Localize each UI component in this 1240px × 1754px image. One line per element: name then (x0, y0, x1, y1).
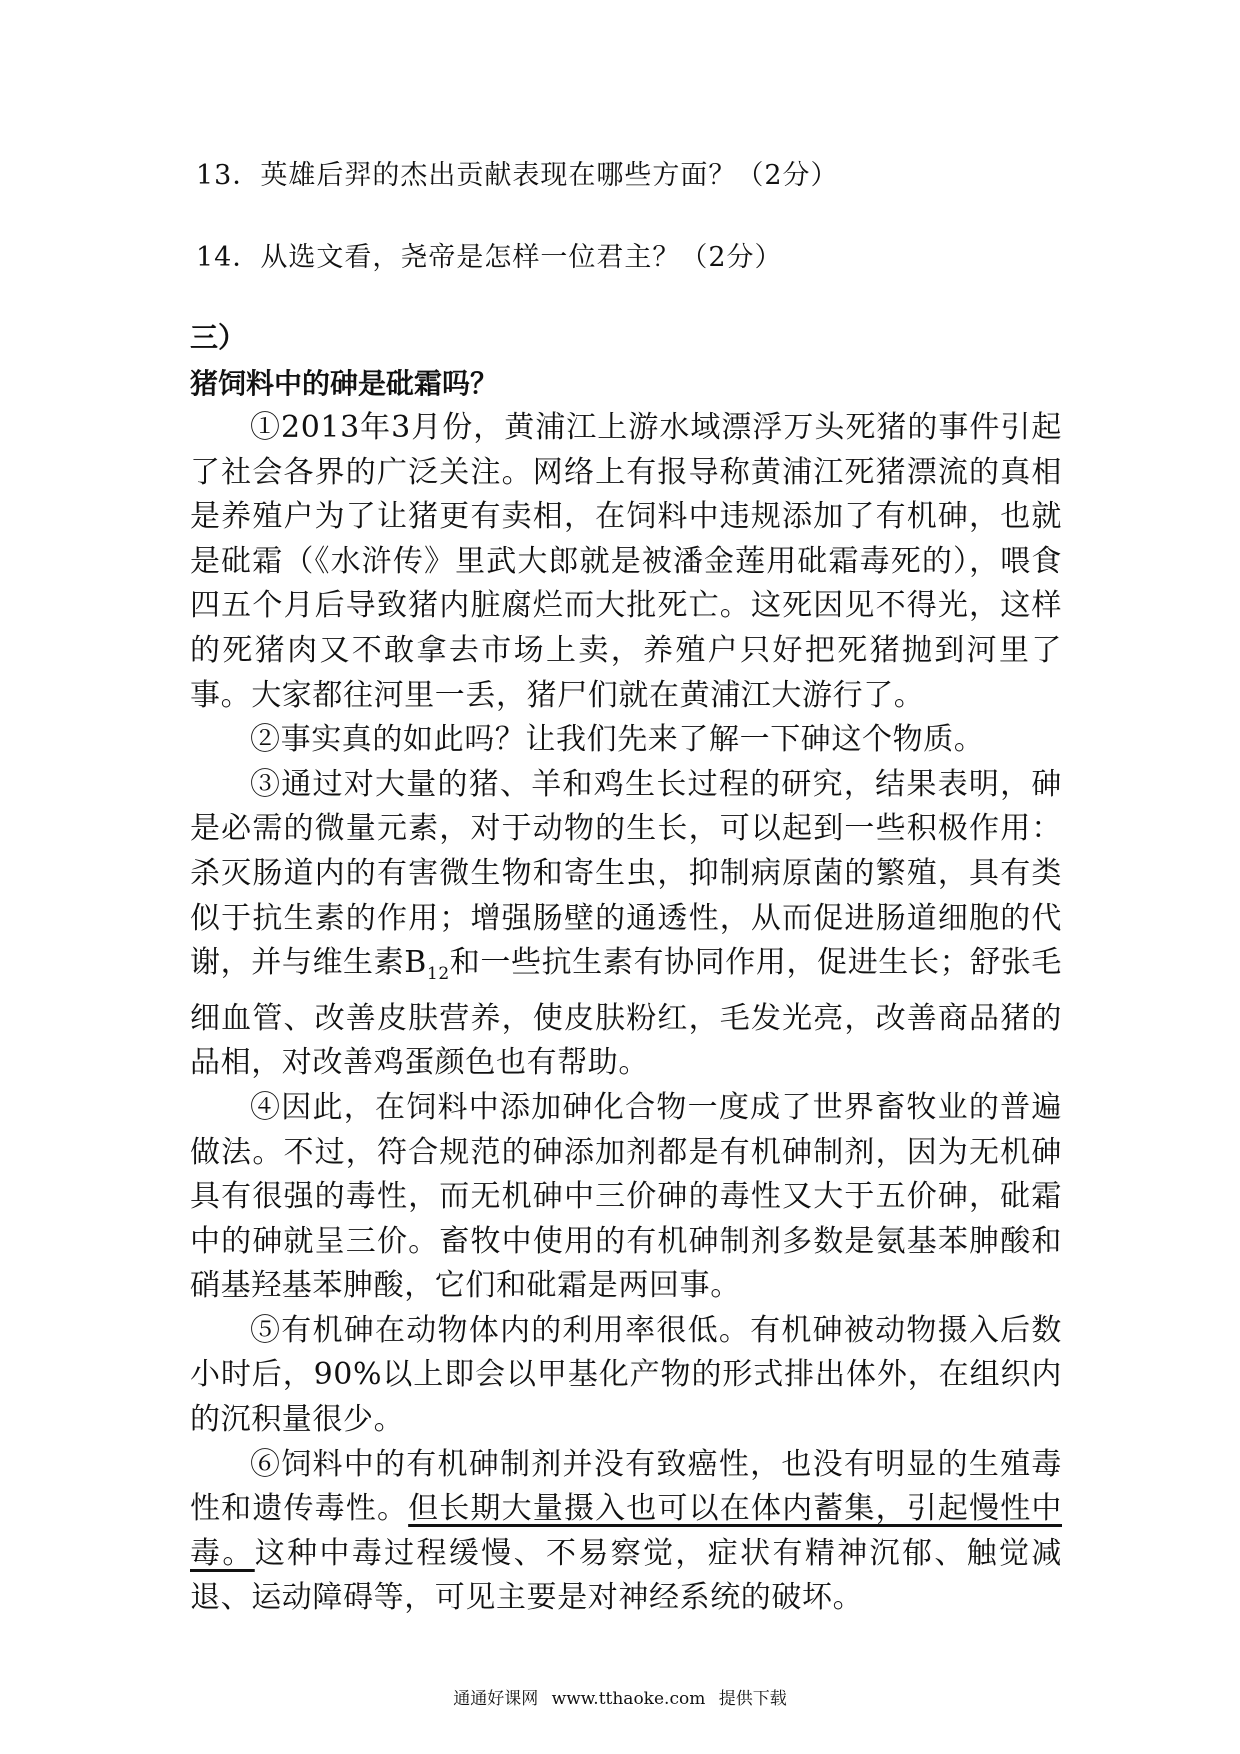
question-13: 13．英雄后羿的杰出贡献表现在哪些方面？（2分） (196, 160, 839, 191)
underlined-sentence: 但长期大量摄入也可以在体内蓄集，引起慢性中毒。 (190, 1491, 1062, 1571)
article-title: 猪饲料中的砷是砒霜吗？ (190, 367, 499, 400)
footer-site-name: 通通好课网 (453, 1689, 539, 1709)
footer-url: www.tthaoke.com (551, 1689, 706, 1709)
question-14: 14．从选文看，尧帝是怎样一位君主？（2分） (196, 242, 783, 273)
paragraph-6-text-a: ⑥饲料中的有机砷制剂并没有致癌性，也没有明显的生殖毒性和遗传毒性。 (190, 1446, 1062, 1527)
paragraph-3-text-a: ③通过对大量的猪、羊和鸡生长过程的研究，结果表明，砷是必需的微量元素，对于动物的生长，可以起到一些积极作用：杀灭肠道内的有害微生物和寄生虫，抑制病原菌的繁殖，具有类似于抗生素的作用；增强肠壁的通透性，从而促进肠道细胞的代谢，并与维生素B (190, 766, 1062, 981)
article-body (190, 406, 1062, 1621)
paragraph-3-text-b: 和一些抗生素有协同作用，促进生长；舒张毛细血管、改善皮肤营养，使皮肤粉红，毛发光亮，改善商品猪的品相，对改善鸡蛋颜色也有帮助。 (190, 945, 1063, 1081)
footer-note: 提供下载 (718, 1689, 787, 1709)
paragraph-6-text-b: 这种中毒过程缓慢、不易察觉，症状有精神沉郁、触觉减退、运动障碍等，可见主要是对神经系统的破坏。 (190, 1535, 1063, 1616)
page-footer (0, 1688, 1240, 1710)
paragraph-1: ①2013年3月份，黄浦江上游水域漂浮万头死猪的事件引起了社会各界的广泛关注。网络上有报导称黄浦江死猪漂流的真相是养殖户为了让猪更有卖相，在饲料中违规添加了有机砷，也就是砒霜（《水浒传》里武大郎就是被潘金莲用砒霜毒死的），喂食四五个月后导致猪内脏腐烂而大批死亡。这死因见不得光，这样的死猪肉又不敢拿去市场上卖，养殖户只好把死猪抛到河里了事。大家都往河里一丢，猪尸们就在黄浦江大游行了。 (190, 410, 1062, 713)
section-label: 三） (190, 321, 247, 354)
vitamin-subscript: 12 (426, 964, 450, 985)
paragraph-5: ⑤有机砷在动物体内的利用率很低。有机砷被动物摄入后数小时后，90%以上即会以甲基化产物的形式排出体外，在组织内的沉积量很少。 (190, 1312, 1062, 1438)
paragraph-3 (190, 763, 1062, 1086)
paragraph-6 (190, 1443, 1062, 1621)
paragraph-4: ④因此，在饲料中添加砷化合物一度成了世界畜牧业的普遍做法。不过，符合规范的砷添加剂都是有机砷制剂，因为无机砷具有很强的毒性，而无机砷中三价砷的毒性又大于五价砷，砒霜中的砷就呈三价。畜牧中使用的有机砷制剂多数是氨基苯胂酸和硝基羟基苯胂酸，它们和砒霜是两回事。 (190, 1089, 1062, 1304)
paragraph-2: ②事实真的如此吗？让我们先来了解一下砷这个物质。 (250, 722, 985, 758)
